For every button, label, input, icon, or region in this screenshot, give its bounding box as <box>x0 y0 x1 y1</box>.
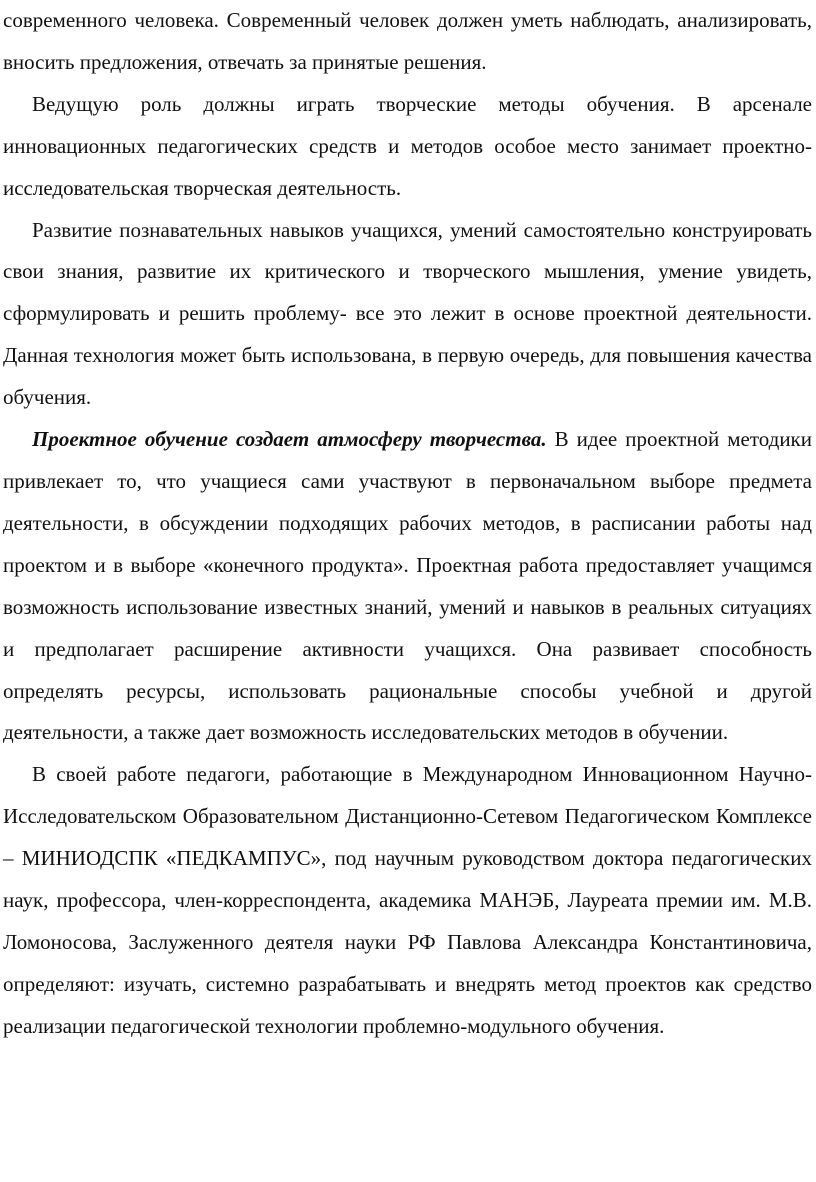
paragraph-project-learning <box>3 419 812 754</box>
paragraph-creative-methods: Ведущую роль должны играть творческие методы обучения. В арсенале инновационных педагогических средств и методов особое место занимает проектно-исследовательская творческая деятельность. <box>3 91 812 200</box>
paragraph-pedcampus: В своей работе педагоги, работающие в Международном Инновационном Научно-Исследовательском Образовательном Дистанционно-Сетевом Педагогическом Комплексе – МИНИОДСПК «ПЕДКАМПУС», под научным руководством доктора педагогических наук, профессора, член-корреспондента, академика МАНЭБ, Лауреата премии им. М.В. Ломоносова, Заслуженного деятеля науки РФ Павлова Александра Константиновича, определяют: изучать, системно разрабатывать и внедрять метод проектов как средство реализации педагогической технологии проблемно-модульного обучения. <box>3 762 812 1038</box>
paragraph-body-text: В идее проектной методики привлекает то, что учащиеся сами участвуют в первоначальном выборе предмета деятельности, в обсуждении подходящих рабочих методов, в расписании работы над проектом и в выборе «конечного продукта». Проектная работа предоставляет учащимся возможность использование известных знаний, умений и навыков в реальных ситуациях и предполагает расширение активности учащихся. Она развивает способность определять ресурсы, использовать рациональные способы учебной и другой деятельности, а также дает возможность исследовательских методов в обучении. <box>3 427 812 745</box>
paragraph-continuation: современного человека. Современный человек должен уметь наблюдать, анализировать, вносить предложения, отвечать за принятые решения. <box>3 8 812 74</box>
paragraph-lead-phrase: Проектное обучение создает атмосферу творчества. <box>32 427 547 452</box>
paragraph-cognitive-skills: Развитие познавательных навыков учащихся, умений самостоятельно конструировать свои знания, развитие их критического и творческого мышления, умение увидеть, сформулировать и решить проблему- все это лежит в основе проектной деятельности. Данная технология может быть использована, в первую очередь, для повышения качества обучения. <box>3 217 812 410</box>
